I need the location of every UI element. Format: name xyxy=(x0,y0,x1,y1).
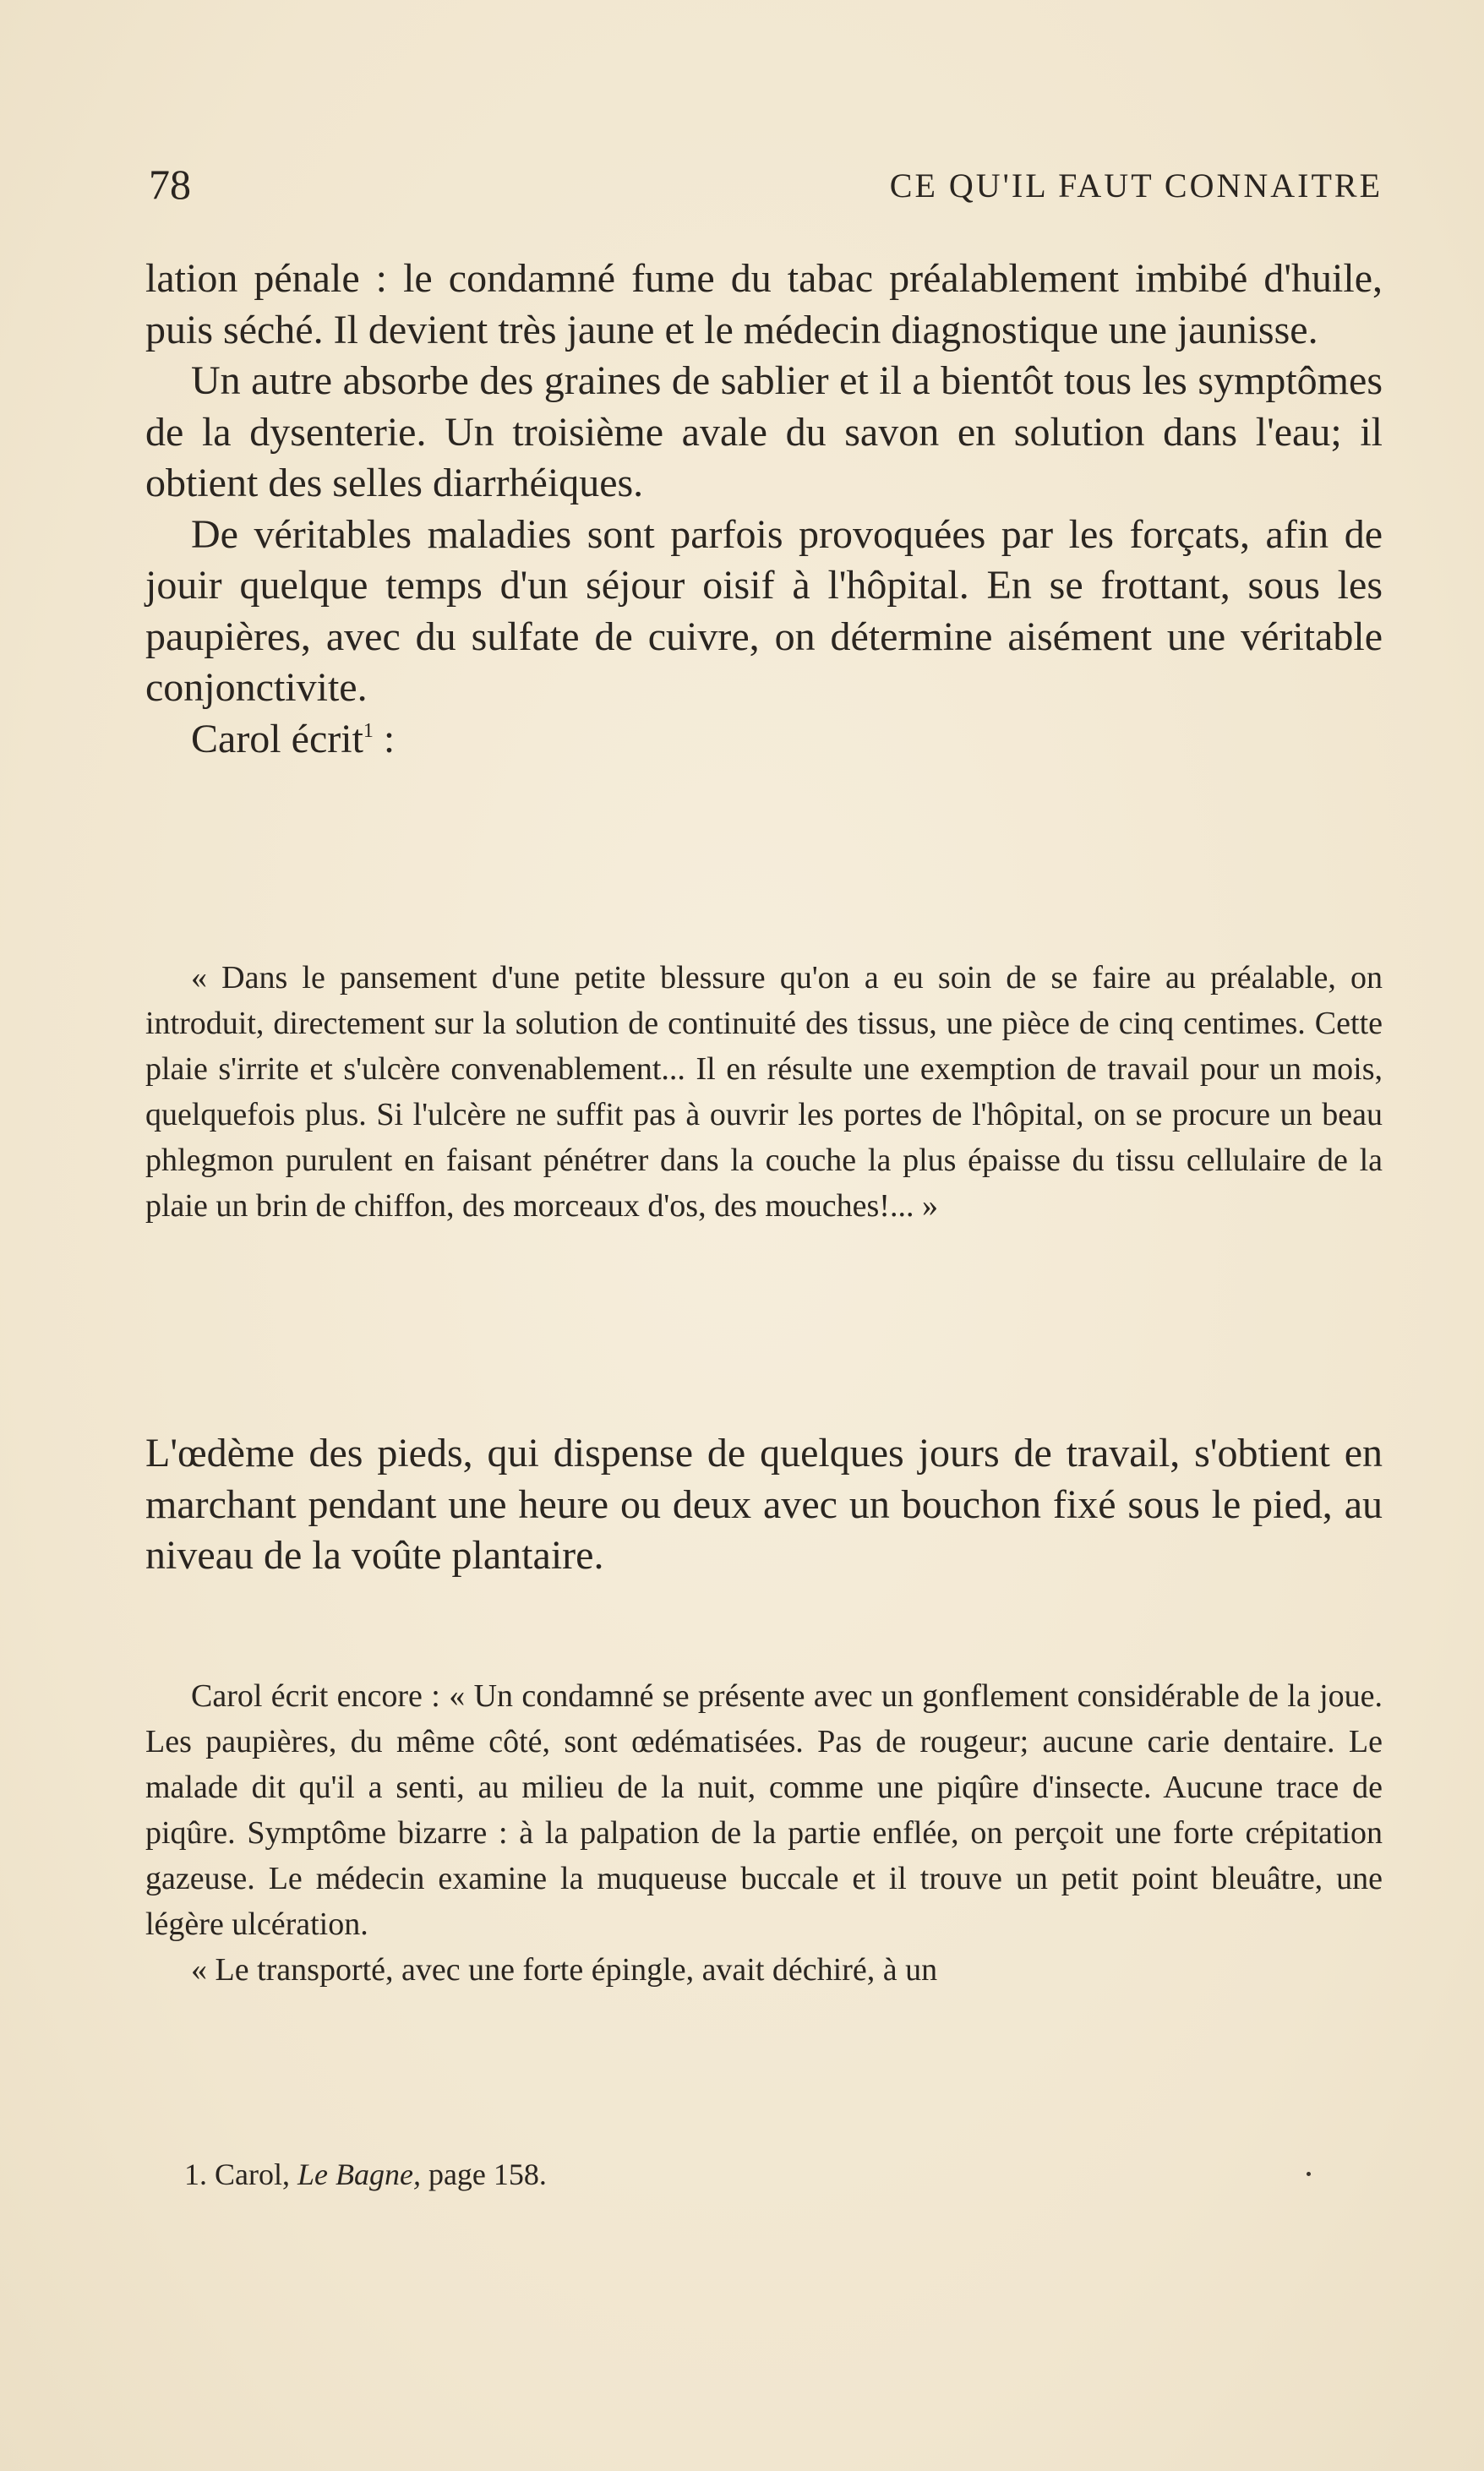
paragraph-maladies: De véritables maladies sont parfois provoquées par les forçats, afin de jouir quelque temps d'un séjour oisif à l'hôpital. En se frottant, sous les paupières, avec du sulfate de cuivre, on détermine aisément une véritable conjonctivite. xyxy=(145,511,1383,710)
quote-2-paragraph-2: « Le transporté, avec une forte épingle, avait déchiré, à un xyxy=(191,1952,938,1988)
paragraph-continuation: lation pénale : le condamné fume du tabac préalablement imbibé d'huile, puis séché. Il devient très jaune et le médecin diagnostique une jaunisse. xyxy=(145,256,1383,352)
body-text xyxy=(145,254,1383,765)
page-header xyxy=(149,159,1383,210)
block-quote-1: « Dans le pansement d'une petite blessure qu'on a eu soin de se faire au préalable, on introduit, directement sur la solution de continuité des tissus, une pièce de cinq centimes. Cette plaie s'irrite et s'ulcère convenablement... Il en résulte une exemption de travail pour un mois, quelquefois plus. Si l'ulcère ne suffit pas à ouvrir les portes de l'hôpital, on se procure un beau phlegmon purulent en faisant pénétrer dans la couche la plus épaisse du tissu cellulaire de la plaie un brin de chiffon, des morceaux d'os, des mouches!... » xyxy=(145,960,1383,1224)
paragraph-oedeme-text: L'œdème des pieds, qui dispense de quelques jours de travail, s'obtient en marchant pendant une heure ou deux avec un bouchon fixé sous le pied, au niveau de la voûte plantaire. xyxy=(145,1431,1383,1578)
footnote xyxy=(184,2153,1283,2196)
carol-intro-colon: : xyxy=(373,716,396,761)
paragraph-sablier: Un autre absorbe des graines de sablier et il a bientôt tous les symptômes de la dysenterie. Un troisième avale du savon en solution dans l'eau; il obtient des selles diarrhéiques. xyxy=(145,358,1383,505)
footnote-number: 1. xyxy=(184,2157,207,2191)
page-number: 78 xyxy=(149,161,191,208)
paragraph-oedeme xyxy=(145,1428,1383,1582)
carol-intro-text: Carol écrit xyxy=(191,716,363,761)
paper-speck xyxy=(1307,2172,1311,2176)
paragraph-carol-intro xyxy=(145,714,1383,766)
running-head: CE QU'IL FAUT CONNAITRE xyxy=(889,166,1383,205)
footnote-page: page 158. xyxy=(428,2157,547,2191)
footnote-title: Le Bagne, xyxy=(297,2157,421,2191)
footnote-reference: 1 xyxy=(363,719,374,742)
block-quote-2 xyxy=(145,1673,1383,1993)
footnote-author: Carol, xyxy=(215,2157,290,2191)
quote-2-paragraph-1: Carol écrit encore : « Un condamné se présente avec un gonflement considérable de la joue. Les paupières, du même côté, sont œdématisées. Pas de rougeur; aucune carie dentaire. Le malade dit qu'il a senti, au milieu de la nuit, comme une piqûre d'insecte. Aucune trace de piqûre. Symptôme bizarre : à la palpation de la partie enflée, on perçoit une forte crépitation gazeuse. Le médecin examine la muqueuse buccale et il trouve un petit point bleuâtre, une légère ulcération. xyxy=(145,1678,1383,1942)
